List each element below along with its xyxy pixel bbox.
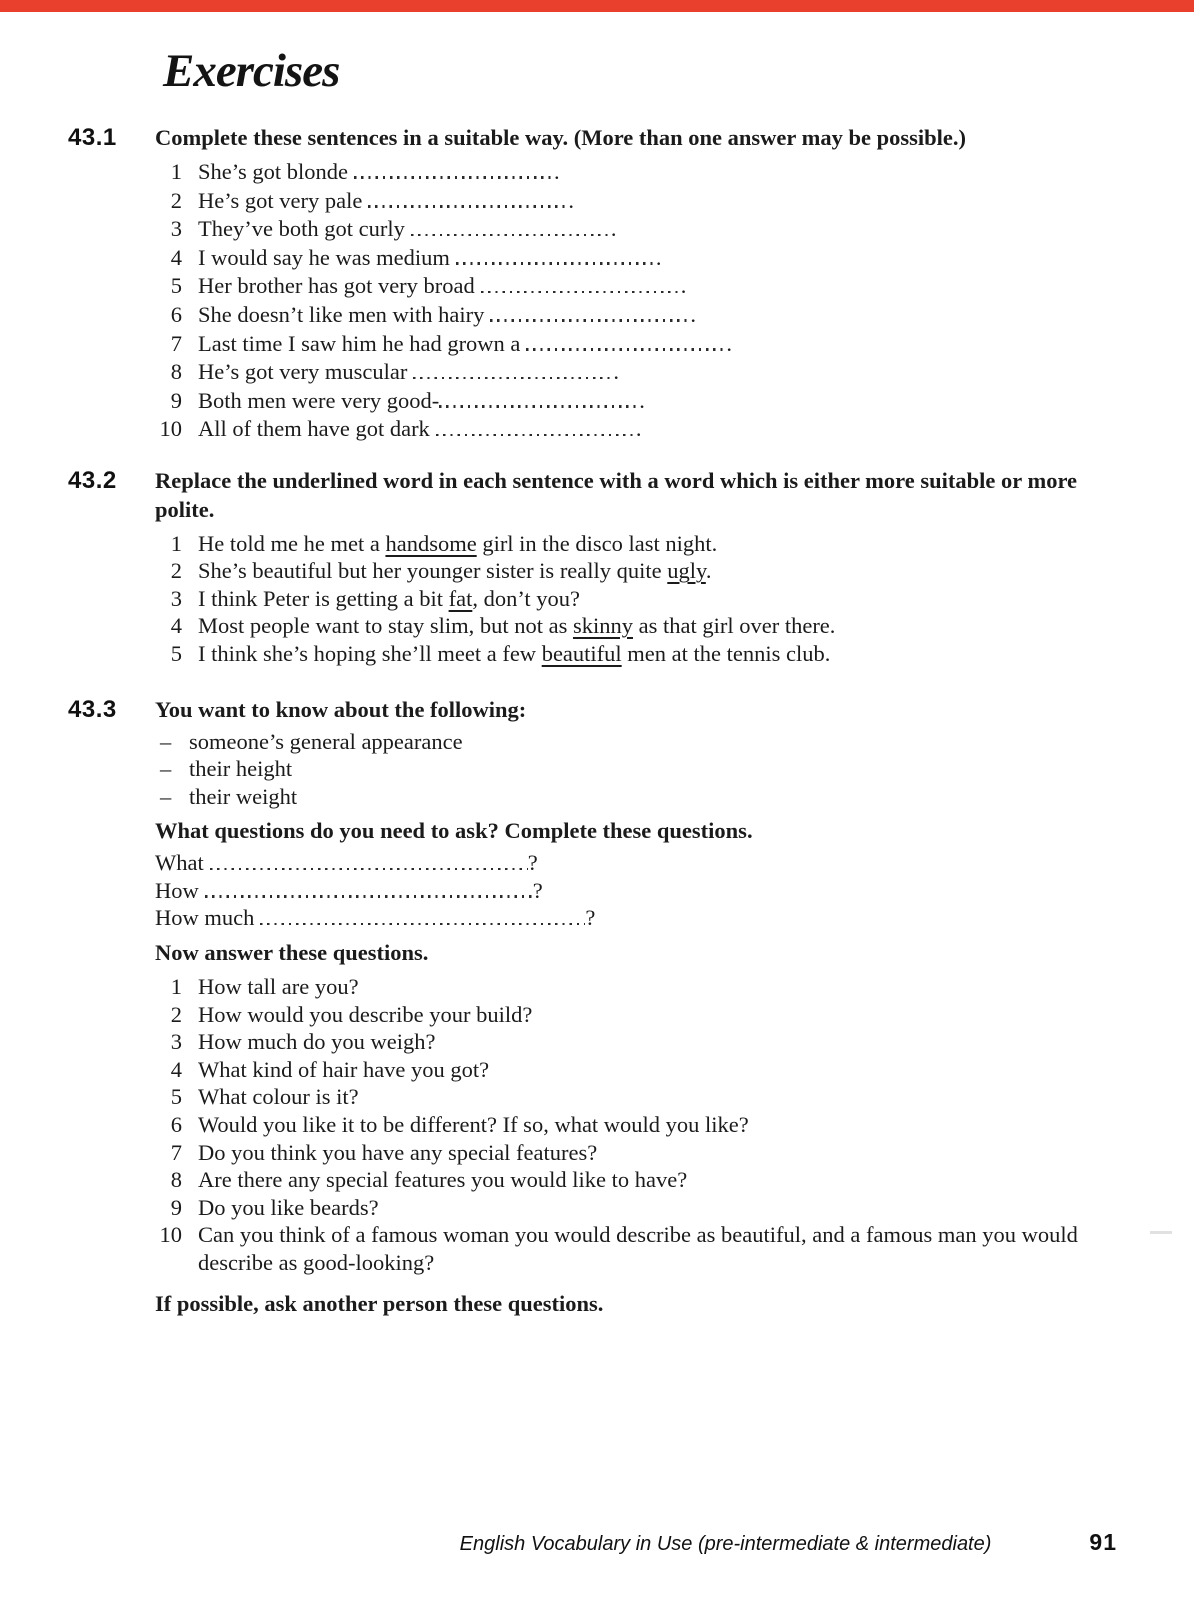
- blank-tail: .: [726, 330, 733, 356]
- item-number: 1: [170, 159, 182, 184]
- blank-tail: .: [554, 159, 560, 184]
- question-item: [155, 1221, 1087, 1276]
- underlined-word: skinny: [572, 613, 633, 639]
- question-stem: [155, 904, 1087, 932]
- page-footer: [0, 1529, 1194, 1556]
- question-list: [155, 973, 1087, 1277]
- item-number: 10: [159, 1222, 182, 1248]
- dotted-blank: [354, 176, 554, 179]
- sentence-item: [155, 387, 1087, 416]
- question-item: [155, 1083, 1087, 1111]
- item-number: 2: [170, 187, 182, 213]
- item-number: 10: [159, 416, 182, 442]
- blank-tail: .: [680, 273, 687, 299]
- sentence-item: [155, 158, 1087, 187]
- sentence-item: [155, 612, 1087, 639]
- item-text: [198, 244, 661, 273]
- item-number: 2: [170, 558, 182, 584]
- dotted-blank: [526, 348, 726, 351]
- question-text: Do you think you have any special features?: [198, 1139, 598, 1165]
- question-item: [155, 1166, 1087, 1194]
- sentence-item: [155, 301, 1087, 330]
- item-number: 8: [170, 1167, 182, 1193]
- item-text: [198, 158, 560, 187]
- underlined-word: handsome: [385, 530, 477, 556]
- exercise-43-1: [68, 123, 1124, 444]
- item-number: 3: [170, 585, 182, 611]
- sentence-pre: I think she’s hoping she’ll meet a few: [198, 640, 542, 666]
- sentence-post: , don’t you?: [472, 585, 581, 611]
- topic-item: [155, 755, 1087, 783]
- sentence-stem: All of them have got dark: [198, 416, 430, 442]
- sentence-pre: I think Peter is getting a bit: [198, 585, 449, 611]
- sentence-stem: She’s got blonde: [198, 159, 348, 184]
- question-item: [155, 1001, 1087, 1029]
- item-text: [198, 387, 645, 416]
- question-stem: [155, 849, 1087, 877]
- exercise-instructions: Replace the underlined word in each sentence with a word which is either more suitable or more polite.: [155, 467, 1078, 522]
- topic-list: [155, 728, 1087, 811]
- item-text: [198, 557, 711, 584]
- question-item: [155, 1139, 1087, 1167]
- sentence-stem: Her brother has got very broad: [198, 273, 475, 299]
- item-number: 7: [170, 1139, 182, 1165]
- sentence-stem: I would say he was medium: [198, 244, 450, 270]
- item-number: 6: [170, 1111, 182, 1137]
- item-text: [198, 215, 616, 244]
- sentence-stem: He’s got very muscular: [198, 359, 408, 385]
- item-text: [198, 301, 696, 330]
- exercise-intro: You want to know about the following:: [155, 696, 527, 722]
- stem-end: ?: [532, 877, 543, 903]
- dotted-blank: [413, 377, 613, 380]
- item-number: 1: [170, 973, 182, 999]
- dotted-blank: [368, 205, 568, 208]
- item-number: 4: [170, 244, 182, 270]
- item-text: [198, 187, 574, 216]
- dotted-blank: [411, 234, 611, 237]
- question-item: [155, 1194, 1087, 1222]
- sentence-stem: Last time I saw him he had grown a: [198, 330, 521, 356]
- item-number: 6: [170, 301, 182, 327]
- sentence-pre: He told me he met a: [198, 530, 386, 556]
- sentence-post: as that girl over there.: [633, 613, 836, 639]
- scan-artifact: [1150, 1231, 1172, 1234]
- sentence-item: [155, 358, 1087, 387]
- dotted-blank: [490, 319, 690, 322]
- sentence-item: [155, 272, 1087, 301]
- sentence-item: [155, 640, 1087, 667]
- topic-text: their weight: [189, 783, 298, 809]
- item-number: 5: [170, 273, 182, 299]
- underlined-word: fat: [448, 585, 473, 611]
- dash-icon: –: [160, 756, 172, 782]
- page-title: Exercises: [163, 45, 340, 97]
- item-number: 4: [170, 613, 182, 639]
- answers-heading: Now answer these questions.: [155, 939, 429, 965]
- sentence-item: [155, 187, 1087, 216]
- exercise-number: 43.3: [68, 695, 117, 723]
- item-number: 5: [170, 640, 182, 666]
- item-text: [198, 585, 580, 612]
- question-stem: [155, 877, 1087, 905]
- sentence-item: [155, 244, 1087, 273]
- dotted-blank: [210, 868, 528, 871]
- item-number: 5: [170, 1084, 182, 1110]
- dotted-blank: [436, 434, 636, 437]
- sentence-stem: She doesn’t like men with hairy: [198, 301, 485, 327]
- sentence-item: [155, 530, 1087, 557]
- question-text: How would you describe your build?: [198, 1001, 533, 1027]
- item-number: 7: [170, 330, 182, 356]
- dotted-blank: [456, 262, 656, 265]
- item-text: [198, 330, 732, 359]
- exercise-43-2: [68, 466, 1124, 667]
- question-text: What kind of hair have you got?: [198, 1056, 490, 1082]
- blank-tail: .: [568, 187, 574, 213]
- sentence-stem: He’s got very pale: [198, 187, 363, 213]
- sentence-item: [155, 415, 1087, 444]
- item-number: 9: [170, 1194, 182, 1220]
- stem-text: How much: [155, 905, 255, 931]
- question-text: Would you like it to be different? If so, what would you like?: [198, 1111, 749, 1137]
- exercise-43-3: [68, 695, 1124, 1318]
- item-text: [198, 640, 830, 667]
- item-text: [198, 415, 641, 444]
- sentence-item: [155, 215, 1087, 244]
- topic-text: someone’s general appearance: [189, 728, 463, 754]
- question-text: How much do you weigh?: [198, 1029, 436, 1055]
- sentence-stem: Both men were very good-: [198, 387, 440, 413]
- topic-item: [155, 728, 1087, 756]
- item-number: 3: [170, 216, 182, 242]
- question-item: [155, 1111, 1087, 1139]
- item-number: 9: [170, 387, 182, 413]
- dotted-blank: [439, 405, 639, 408]
- dotted-blank: [205, 895, 533, 898]
- item-number: 3: [170, 1029, 182, 1055]
- page-number: 91: [1089, 1529, 1117, 1555]
- item-text: [198, 358, 619, 387]
- exercise-outro: If possible, ask another person these questions.: [155, 1290, 604, 1316]
- top-accent-bar: [0, 0, 1194, 12]
- item-text: [198, 272, 686, 301]
- question-stems: [155, 849, 1087, 932]
- questions-heading: What questions do you need to ask? Complete these questions.: [155, 818, 753, 844]
- blank-tail: .: [655, 244, 662, 270]
- question-item: [155, 1028, 1087, 1056]
- sentence-list: [155, 530, 1087, 667]
- blank-tail: .: [639, 387, 645, 413]
- exercise-number: 43.2: [68, 466, 117, 494]
- sentence-item: [155, 585, 1087, 612]
- item-number: 1: [170, 530, 182, 556]
- topic-text: their height: [189, 756, 293, 782]
- sentence-item: [155, 330, 1087, 359]
- sentence-post: .: [705, 558, 712, 584]
- question-item: [155, 973, 1087, 1001]
- dotted-blank: [481, 291, 681, 294]
- item-text: [198, 530, 717, 557]
- blank-tail: .: [690, 301, 697, 327]
- underlined-word: beautiful: [541, 640, 622, 666]
- dash-icon: –: [160, 728, 172, 754]
- sentence-pre: She’s beautiful but her younger sister is really quite: [198, 558, 668, 584]
- dash-icon: –: [160, 783, 172, 809]
- underlined-word: ugly: [667, 558, 706, 584]
- blank-tail: .: [613, 359, 619, 385]
- question-text: What colour is it?: [198, 1084, 359, 1110]
- stem-end: ?: [585, 905, 596, 931]
- question-text: How tall are you?: [198, 973, 359, 999]
- sentence-item: [155, 557, 1087, 584]
- dotted-blank: [260, 923, 585, 926]
- sentence-list: [155, 158, 1087, 444]
- book-title: English Vocabulary in Use (pre-intermediate & intermediate): [459, 1533, 992, 1555]
- sentence-post: men at the tennis club.: [621, 640, 831, 666]
- sentence-stem: They’ve both got curly: [198, 216, 405, 242]
- blank-tail: .: [610, 216, 617, 242]
- item-text: [198, 612, 835, 639]
- item-number: 4: [170, 1056, 182, 1082]
- stem-text: How: [155, 877, 199, 903]
- sentence-post: girl in the disco last night.: [476, 530, 718, 556]
- blank-tail: .: [635, 416, 642, 442]
- question-text: Do you like beards?: [198, 1194, 379, 1220]
- sentence-pre: Most people want to stay slim, but not as: [198, 613, 573, 639]
- stem-text: What: [155, 850, 204, 876]
- question-text: Are there any special features you would like to have?: [198, 1167, 688, 1193]
- exercise-instructions: Complete these sentences in a suitable way. (More than one answer may be possible.): [155, 125, 967, 150]
- exercise-number: 43.1: [68, 124, 117, 151]
- question-text: Can you think of a famous woman you would describe as beautiful, and a famous man you would describe as good-looking?: [198, 1222, 1078, 1275]
- topic-item: [155, 783, 1087, 811]
- question-item: [155, 1056, 1087, 1084]
- item-number: 2: [170, 1001, 182, 1027]
- stem-end: ?: [527, 850, 538, 876]
- item-number: 8: [170, 359, 182, 385]
